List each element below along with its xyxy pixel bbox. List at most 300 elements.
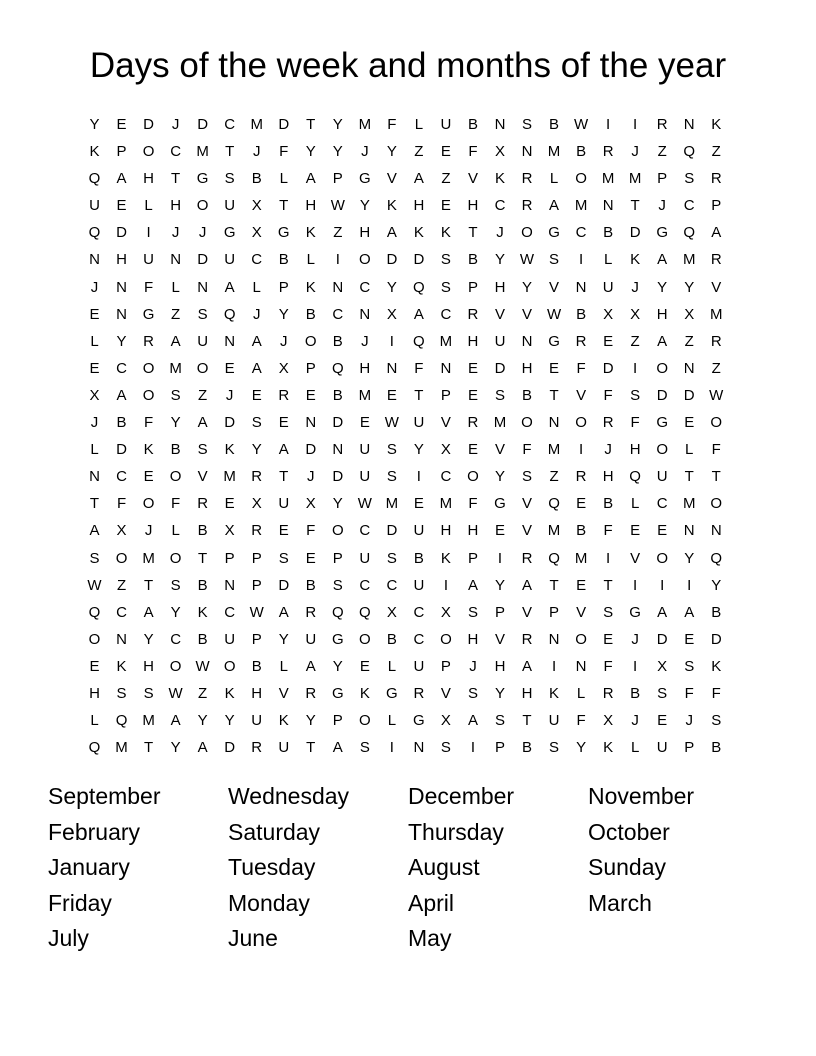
grid-letter: E [278, 522, 289, 540]
grid-letter: A [413, 170, 424, 188]
grid-letter: A [89, 522, 100, 540]
grid-letter: Y [386, 278, 397, 296]
grid-letter: F [630, 414, 640, 432]
grid-letter: L [549, 170, 559, 188]
grid-letter: E [224, 359, 235, 377]
grid-letter: E [440, 197, 451, 215]
grid-letter: M [142, 549, 155, 567]
grid-letter: X [440, 441, 451, 459]
grid-letter: L [279, 657, 288, 675]
grid-letter: E [684, 414, 695, 432]
grid-letter: B [170, 441, 181, 459]
grid-letter: R [143, 332, 154, 350]
grid-letter: A [522, 657, 533, 675]
grid-letter: V [522, 603, 533, 621]
grid-letter: A [116, 170, 127, 188]
grid-letter: C [359, 576, 371, 594]
grid-letter: U [413, 576, 425, 594]
grid-letter: B [522, 739, 533, 757]
grid-letter: J [252, 143, 261, 161]
grid-letter: M [385, 495, 399, 513]
grid-letter: T [630, 197, 640, 215]
grid-letter: M [601, 170, 615, 188]
grid-letter: F [468, 143, 478, 161]
grid-letter: A [522, 576, 533, 594]
grid-letter: O [88, 630, 101, 648]
grid-row [81, 301, 730, 328]
grid-letter: C [170, 630, 182, 648]
grid-letter: N [305, 414, 317, 432]
grid-letter: D [494, 359, 506, 377]
grid-letter: E [576, 495, 587, 513]
grid-letter: X [305, 495, 316, 513]
grid-letter: I [416, 468, 421, 486]
grid-letter: Y [576, 739, 587, 757]
grid-letter: E [603, 630, 614, 648]
grid-letter: C [224, 116, 236, 133]
grid-letter: U [440, 116, 452, 133]
grid-row [81, 599, 730, 626]
grid-letter: X [603, 712, 614, 730]
grid-row [81, 490, 730, 517]
grid-letter: O [196, 359, 209, 377]
grid-letter: B [305, 576, 316, 594]
grid-letter: L [387, 657, 397, 675]
grid-letter: Y [89, 116, 100, 133]
grid-letter: O [115, 549, 128, 567]
grid-letter: K [711, 116, 722, 133]
word-list-item: Saturday [228, 818, 321, 845]
grid-letter: K [711, 657, 722, 675]
grid-letter: U [305, 630, 317, 648]
grid-letter: F [603, 657, 613, 675]
grid-letter: A [197, 739, 208, 757]
grid-letter: A [278, 441, 289, 459]
grid-letter: W [519, 251, 535, 269]
word-list [48, 779, 768, 957]
grid-letter: S [251, 414, 262, 432]
grid-letter: H [467, 522, 479, 540]
grid-letter: T [684, 468, 694, 486]
grid-letter: R [710, 170, 722, 188]
grid-letter: S [359, 739, 370, 757]
grid-letter: Z [630, 332, 640, 350]
grid-letter: O [656, 549, 668, 567]
grid-row [81, 192, 730, 219]
grid-letter: M [709, 305, 723, 323]
grid-letter: T [549, 576, 559, 594]
grid-letter: S [440, 739, 451, 757]
grid-letter: K [603, 739, 614, 757]
grid-letter: J [225, 386, 234, 404]
grid-letter: H [656, 305, 668, 323]
grid-letter: A [305, 657, 316, 675]
grid-letter: B [576, 305, 587, 323]
grid-letter: I [578, 441, 584, 459]
grid-letter: S [549, 739, 560, 757]
grid-letter: A [251, 359, 262, 377]
grid-letter: L [144, 197, 153, 215]
grid-letter: D [602, 359, 614, 377]
grid-letter: M [439, 495, 453, 513]
grid-letter: E [116, 116, 127, 133]
grid-letter: D [629, 224, 641, 242]
grid-letter: T [603, 576, 613, 594]
grid-letter: S [684, 657, 695, 675]
grid-letter: N [332, 278, 344, 296]
grid-letter: X [224, 522, 235, 540]
word-list-item: December [408, 783, 515, 809]
grid-letter: N [386, 359, 398, 377]
grid-letter: S [224, 170, 235, 188]
grid-letter: B [467, 116, 478, 133]
grid-letter: T [279, 197, 289, 215]
grid-letter: R [575, 332, 587, 350]
grid-letter: K [630, 251, 641, 269]
grid-letter: O [656, 441, 668, 459]
grid-letter: O [358, 630, 371, 648]
grid-letter: H [521, 684, 533, 702]
grid-letter: J [171, 224, 180, 242]
grid-letter: R [251, 739, 263, 757]
grid-row [81, 219, 730, 246]
grid-letter: Q [88, 170, 101, 188]
grid-letter: V [576, 386, 587, 404]
grid-letter: F [414, 359, 424, 377]
grid-letter: A [170, 332, 181, 350]
grid-letter: N [548, 630, 560, 648]
grid-letter: H [170, 197, 182, 215]
grid-letter: D [413, 251, 425, 269]
grid-letter: L [603, 251, 613, 269]
grid-letter: O [440, 630, 452, 648]
grid-letter: O [169, 468, 182, 486]
grid-letter: I [146, 224, 151, 242]
grid-letter: K [440, 549, 451, 567]
grid-letter: A [332, 739, 343, 757]
grid-letter: O [575, 414, 587, 432]
grid-letter: G [277, 224, 290, 242]
grid-letter: Y [657, 278, 668, 296]
grid-letter: J [685, 712, 693, 730]
grid-letter: E [684, 630, 695, 648]
grid-letter: O [358, 712, 371, 730]
word-list-item: Monday [228, 889, 310, 916]
grid-letter: U [359, 441, 371, 459]
grid-letter: O [169, 657, 182, 675]
grid-letter: C [116, 468, 127, 486]
grid-letter: R [521, 170, 533, 188]
grid-letter: T [171, 170, 181, 188]
grid-letter: U [548, 712, 560, 730]
grid-letter: T [414, 386, 424, 404]
grid-row [81, 328, 730, 355]
grid-letter: S [603, 603, 614, 621]
grid-letter: K [224, 684, 235, 702]
grid-letter: W [384, 414, 399, 432]
grid-letter: S [440, 278, 451, 296]
grid-letter: J [631, 143, 639, 161]
grid-letter: N [521, 143, 533, 161]
grid-letter: L [630, 739, 640, 757]
grid-letter: M [142, 712, 155, 730]
grid-letter: B [603, 224, 614, 242]
grid-letter: L [306, 251, 315, 269]
grid-letter: O [358, 251, 371, 269]
grid-letter: X [494, 143, 505, 161]
grid-letter: S [386, 441, 397, 459]
grid-row [81, 517, 730, 544]
grid-letter: J [631, 712, 639, 730]
grid-letter: N [683, 522, 695, 540]
grid-letter: W [87, 576, 102, 594]
grid-letter: M [628, 170, 642, 188]
grid-letter: H [467, 630, 479, 648]
word-list-item: September [48, 783, 161, 809]
grid-letter: I [497, 549, 503, 567]
grid-letter: A [143, 603, 154, 621]
grid-letter: Q [358, 603, 371, 621]
grid-letter: P [684, 739, 695, 757]
grid-letter: U [224, 251, 236, 269]
grid-letter: U [224, 630, 236, 648]
grid-letter: H [143, 657, 154, 675]
grid-letter: F [603, 522, 613, 540]
grid-letter: N [197, 278, 209, 296]
grid-letter: I [578, 251, 584, 269]
grid-letter: R [521, 549, 533, 567]
grid-letter: Y [278, 305, 289, 323]
grid-letter: K [413, 224, 424, 242]
grid-letter: O [304, 332, 317, 350]
grid-letter: S [494, 712, 505, 730]
grid-letter: B [197, 630, 208, 648]
grid-letter: K [386, 197, 397, 215]
grid-letter: O [521, 414, 533, 432]
grid-letter: M [547, 441, 561, 459]
grid-letter: L [630, 495, 640, 513]
grid-letter: R [305, 603, 317, 621]
grid-letter: Q [88, 603, 101, 621]
grid-letter: P [467, 278, 478, 296]
grid-letter: S [684, 170, 695, 188]
grid-letter: I [335, 251, 340, 269]
grid-letter: C [440, 468, 452, 486]
grid-letter: Y [332, 143, 343, 161]
grid-letter: M [358, 386, 372, 404]
grid-letter: O [710, 414, 723, 432]
grid-letter: R [251, 522, 263, 540]
grid-letter: N [116, 278, 127, 296]
grid-letter: G [548, 332, 560, 350]
grid-row [81, 707, 730, 734]
grid-letter: B [413, 549, 424, 567]
grid-letter: D [197, 116, 209, 133]
grid-letter: P [305, 359, 316, 377]
grid-letter: N [683, 116, 695, 133]
grid-letter: G [331, 630, 344, 648]
grid-letter: Y [684, 278, 695, 296]
grid-letter: Q [548, 549, 560, 567]
word-list-item: March [588, 889, 652, 916]
grid-letter: K [305, 278, 316, 296]
grid-letter: T [711, 468, 721, 486]
grid-letter: N [413, 739, 425, 757]
grid-letter: T [279, 468, 289, 486]
grid-letter: F [171, 495, 181, 513]
grid-letter: Q [331, 603, 344, 621]
grid-letter: R [710, 251, 722, 269]
grid-letter: Z [441, 170, 451, 188]
grid-letter: I [633, 116, 638, 133]
grid-letter: E [359, 414, 370, 432]
word-list-item: October [588, 818, 670, 845]
grid-letter: F [387, 116, 397, 133]
grid-letter: I [660, 576, 665, 594]
grid-letter: C [575, 224, 587, 242]
grid-letter: X [684, 305, 695, 323]
grid-letter: D [305, 441, 317, 459]
grid-letter: J [361, 332, 369, 350]
grid-letter: L [90, 441, 99, 459]
grid-letter: J [90, 414, 99, 432]
grid-letter: L [414, 116, 424, 133]
grid-letter: Y [386, 143, 397, 161]
grid-letter: B [332, 386, 343, 404]
grid-letter: M [115, 739, 128, 757]
grid-letter: K [224, 441, 235, 459]
grid-letter: J [252, 305, 261, 323]
grid-row [81, 463, 730, 490]
grid-letter: S [467, 603, 478, 621]
grid-letter: R [278, 386, 290, 404]
grid-letter: H [143, 170, 154, 188]
grid-letter: C [332, 305, 344, 323]
grid-letter: L [90, 712, 99, 730]
grid-letter: N [548, 414, 560, 432]
grid-letter: B [549, 116, 560, 133]
grid-letter: G [494, 495, 506, 513]
grid-letter: P [116, 143, 127, 161]
grid-letter: Z [116, 576, 127, 594]
grid-letter: L [252, 278, 261, 296]
grid-letter: S [170, 386, 181, 404]
grid-letter: A [170, 712, 181, 730]
grid-letter: M [682, 495, 696, 513]
grid-letter: Y [251, 441, 262, 459]
grid-letter: Y [711, 576, 722, 594]
grid-letter: U [359, 549, 371, 567]
grid-letter: H [251, 684, 263, 702]
grid-letter: U [413, 522, 425, 540]
grid-letter: O [169, 549, 182, 567]
grid-letter: J [658, 197, 666, 215]
grid-letter: A [657, 332, 668, 350]
grid-letter: A [278, 603, 289, 621]
grid-letter: N [224, 332, 236, 350]
grid-letter: M [547, 143, 561, 161]
grid-letter: B [576, 522, 587, 540]
grid-letter: A [413, 305, 424, 323]
grid-letter: K [143, 441, 154, 459]
grid-letter: M [250, 116, 263, 133]
grid-letter: B [197, 576, 208, 594]
grid-letter: K [89, 143, 100, 161]
grid-letter: V [467, 170, 478, 188]
grid-letter: Y [494, 251, 505, 269]
grid-letter: C [656, 495, 668, 513]
grid-letter: V [522, 522, 533, 540]
grid-letter: E [467, 386, 478, 404]
grid-letter: P [332, 549, 343, 567]
grid-letter: Q [683, 224, 696, 242]
grid-letter: F [711, 684, 721, 702]
grid-letter: S [332, 576, 343, 594]
grid-letter: T [89, 495, 100, 513]
grid-letter: E [278, 414, 289, 432]
grid-letter: N [494, 116, 506, 133]
grid-letter: D [143, 116, 154, 133]
grid-letter: K [116, 657, 127, 675]
grid-letter: S [197, 441, 208, 459]
grid-letter: M [574, 197, 588, 215]
grid-letter: B [467, 251, 478, 269]
grid-letter: U [602, 278, 614, 296]
grid-letter: E [494, 522, 505, 540]
grid-letter: J [631, 630, 639, 648]
grid-letter: E [89, 359, 100, 377]
grid-letter: K [359, 684, 370, 702]
grid-letter: E [603, 332, 614, 350]
grid-letter: N [116, 305, 127, 323]
grid-letter: V [494, 441, 505, 459]
grid-letter: X [116, 522, 127, 540]
grid-letter: R [710, 332, 722, 350]
grid-letter: D [683, 386, 695, 404]
grid-letter: N [575, 657, 587, 675]
grid-letter: Y [684, 549, 695, 567]
grid-letter: M [358, 116, 372, 133]
grid-letter: G [358, 170, 371, 188]
grid-letter: X [386, 305, 397, 323]
grid-letter: C [359, 522, 371, 540]
grid-letter: Y [197, 712, 208, 730]
grid-letter: P [251, 549, 262, 567]
grid-letter: S [549, 251, 560, 269]
grid-letter: L [576, 684, 586, 702]
grid-letter: G [656, 414, 668, 432]
grid-letter: E [224, 495, 235, 513]
grid-letter: M [682, 251, 696, 269]
grid-letter: H [116, 251, 127, 269]
grid-letter: E [630, 522, 641, 540]
grid-letter: U [278, 739, 290, 757]
grid-letter: Z [549, 468, 559, 486]
grid-letter: I [633, 576, 638, 594]
grid-letter: V [576, 603, 587, 621]
grid-row [81, 355, 730, 382]
grid-letter: M [196, 143, 209, 161]
grid-letter: P [440, 657, 451, 675]
grid-letter: R [521, 197, 533, 215]
grid-letter: J [90, 278, 99, 296]
grid-letter: O [575, 630, 587, 648]
grid-row [81, 680, 730, 707]
grid-letter: A [684, 603, 695, 621]
grid-letter: V [494, 305, 505, 323]
grid-letter: N [170, 251, 182, 269]
grid-letter: R [467, 305, 479, 323]
